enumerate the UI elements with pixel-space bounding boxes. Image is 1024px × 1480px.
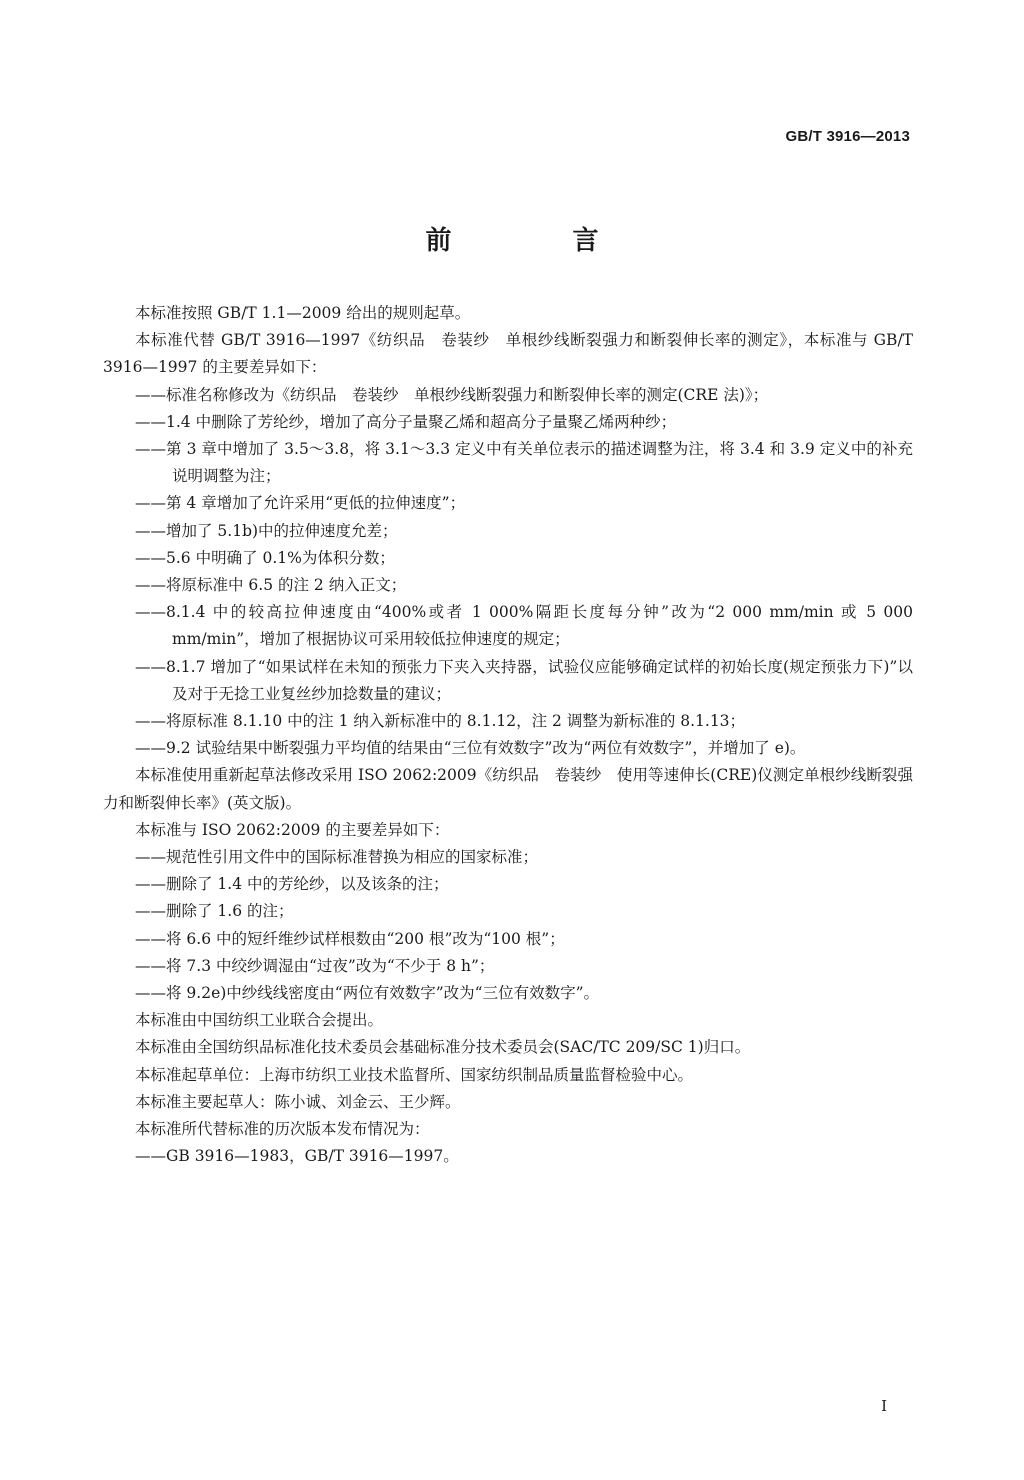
- foreword-body: [103, 300, 913, 1171]
- list-item: ——将原标准 8.1.10 中的注 1 纳入新标准中的 8.1.12，注 2 调整为新标准的 8.1.13；: [135, 712, 746, 731]
- list-item: ——将 6.6 中的短纤维纱试样根数由“200 根”改为“100 根”；: [135, 929, 565, 948]
- paragraph-drafting-rules: 本标准按照 GB/T 1.1—2009 给出的规则起草。: [135, 304, 471, 322]
- paragraph-committee: 本标准由全国纺织品标准化技术委员会基础标准分技术委员会(SAC/TC 209/SC 1)归口。: [135, 1038, 751, 1057]
- list-item: ——8.1.7 增加了“如果试样在未知的预张力下夹入夹持器，试验仪应能够确定试样的初始长度(规定预张力下)”以及对于无捻工业复丝纱加捻数量的建议；: [135, 657, 913, 703]
- paragraph-drafting-units: 本标准起草单位：上海市纺织工业技术监督所、国家纺织制品质量监督检验中心。: [135, 1065, 694, 1084]
- standard-code: GB/T 3916—2013: [785, 128, 910, 145]
- paragraph-iso-differences: 本标准与 ISO 2062:2009 的主要差异如下：: [135, 820, 450, 839]
- paragraph-iso-adoption: 本标准使用重新起草法修改采用 ISO 2062:2009《纺织品 卷装纱 使用等速伸长(CRE)仪测定单根纱线断裂强力和断裂伸长率》(英文版)。: [103, 766, 913, 812]
- paragraph-drafters: 本标准主要起草人：陈小诚、刘金云、王少辉。: [135, 1092, 461, 1111]
- list-item: ——增加了 5.1b)中的拉伸速度允差；: [135, 521, 398, 540]
- list-item: ——1.4 中删除了芳纶纱，增加了高分子量聚乙烯和超高分子量聚乙烯两种纱；: [135, 412, 677, 431]
- list-item: ——将原标准中 6.5 的注 2 纳入正文；: [135, 576, 407, 595]
- list-item: ——删除了 1.4 中的芳纶纱，以及该条的注；: [135, 875, 449, 894]
- list-item: ——5.6 中明确了 0.1%为体积分数；: [135, 548, 395, 567]
- paragraph-proposer: 本标准由中国纺织工业联合会提出。: [135, 1011, 384, 1030]
- paragraph-replaces: 本标准代替 GB/T 3916—1997《纺织品 卷装纱 单根纱线断裂强力和断裂伸长率的测定》，本标准与 GB/T 3916—1997 的主要差异如下：: [103, 331, 913, 377]
- list-item: ——将 7.3 中绞纱调湿由“过夜”改为“不少于 8 h”；: [135, 956, 495, 975]
- list-item: ——GB 3916—1983，GB/T 3916—1997。: [135, 1147, 459, 1166]
- page-title: 前 言: [425, 226, 655, 256]
- list-item: ——删除了 1.6 的注；: [135, 902, 294, 921]
- list-item: ——标准名称修改为《纺织品 卷装纱 单根纱线断裂强力和断裂伸长率的测定(CRE 法)》；: [135, 385, 769, 404]
- list-item: ——第 4 章增加了允许采用“更低的拉伸速度”；: [135, 494, 466, 513]
- list-item: ——9.2 试验结果中断裂强力平均值的结果由“三位有效数字”改为“两位有效数字”，并增加了 e)。: [135, 739, 806, 758]
- list-item: ——规范性引用文件中的国际标准替换为相应的国家标准；: [135, 848, 539, 867]
- list-item: ——第 3 章中增加了 3.5～3.8，将 3.1～3.3 定义中有关单位表示的描述调整为注，将 3.4 和 3.9 定义中的补充说明调整为注；: [135, 440, 913, 486]
- page-number: I: [881, 1397, 887, 1415]
- list-item: ——8.1.4 中的较高拉伸速度由“400%或者 1 000%隔距长度每分钟”改为“2 000 mm/min 或 5 000 mm/min”，增加了根据协议可采用较低拉伸速度的规定；: [135, 603, 913, 649]
- list-item: ——将 9.2e)中纱线线密度由“两位有效数字”改为“三位有效数字”。: [135, 984, 599, 1003]
- paragraph-history: 本标准所代替标准的历次版本发布情况为：: [135, 1120, 430, 1139]
